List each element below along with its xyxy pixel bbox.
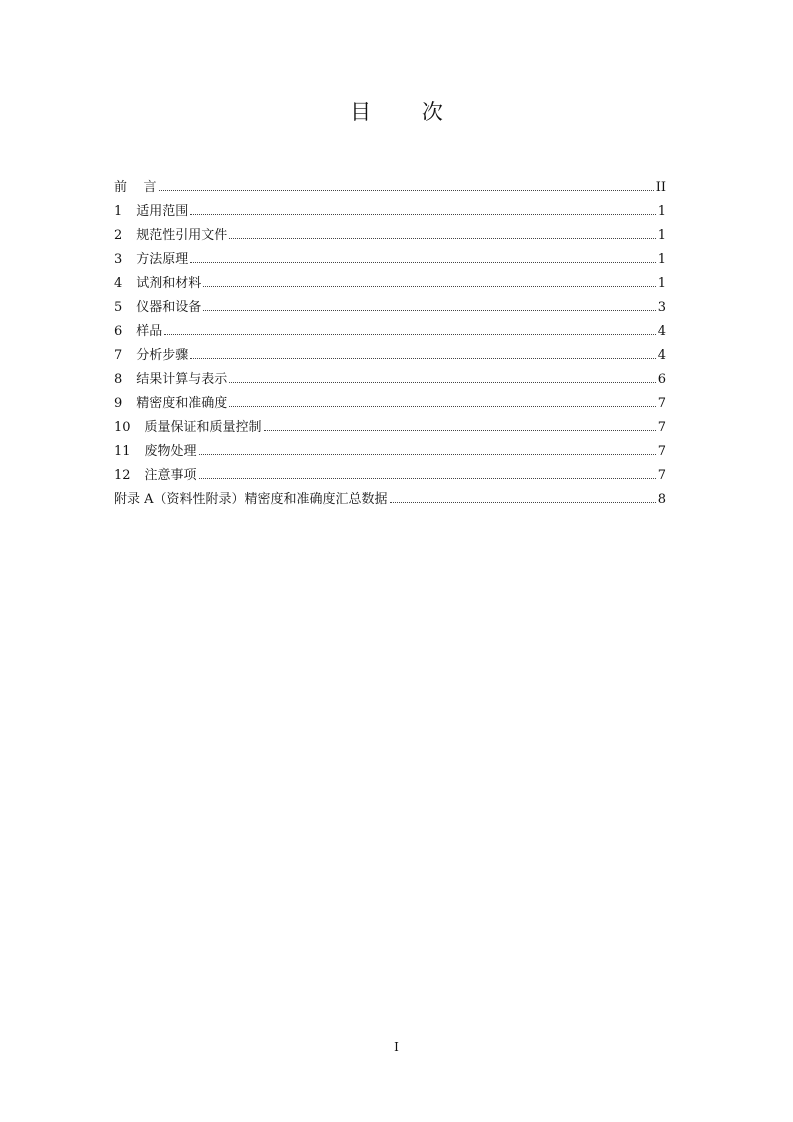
toc-entry-page: 3 <box>657 300 666 315</box>
toc-entry-page: 7 <box>657 420 666 435</box>
toc-entry-label: 试剂和材料 <box>136 276 202 291</box>
page-title: 目 次 <box>350 100 465 124</box>
toc-entry-page: 1 <box>657 204 666 219</box>
toc-entry-preface[interactable] <box>114 176 666 200</box>
toc-leader-dots <box>190 358 655 359</box>
toc-entry-12[interactable] <box>114 464 666 488</box>
toc-leader-dots <box>203 310 655 311</box>
toc-entry-label: 样品 <box>136 324 163 339</box>
toc-entry-number: 2 <box>114 228 123 243</box>
toc-leader-dots <box>203 286 655 287</box>
toc-entry-9[interactable] <box>114 392 666 416</box>
toc-entry-page: 7 <box>657 396 666 411</box>
toc-leader-dots <box>159 190 654 191</box>
toc-entry-1[interactable] <box>114 200 666 224</box>
toc-entry-label: 仪器和设备 <box>136 300 202 315</box>
toc-entry-label: 废物处理 <box>144 444 197 459</box>
table-of-contents <box>114 176 666 512</box>
toc-entry-10[interactable] <box>114 416 666 440</box>
page-number: I <box>394 1040 399 1054</box>
toc-leader-dots <box>190 214 655 215</box>
toc-entry-number: 3 <box>114 252 123 267</box>
toc-entry-label: 规范性引用文件 <box>136 228 228 243</box>
toc-leader-dots <box>190 262 655 263</box>
toc-leader-dots <box>229 238 655 239</box>
toc-leader-dots <box>390 502 656 503</box>
toc-leader-dots <box>199 454 656 455</box>
toc-entry-4[interactable] <box>114 272 666 296</box>
toc-entry-label: 分析步骤 <box>136 348 189 363</box>
toc-entry-label: 注意事项 <box>144 468 197 483</box>
toc-entry-number: 6 <box>114 324 123 339</box>
toc-entry-label: 质量保证和质量控制 <box>144 420 262 435</box>
toc-entry-label: 前 言 <box>114 180 157 195</box>
toc-entry-number: 11 <box>114 444 131 459</box>
toc-leader-dots <box>199 478 656 479</box>
toc-entry-appendix-a[interactable] <box>114 488 666 512</box>
toc-entry-label: 附录 A（资料性附录）精密度和准确度汇总数据 <box>114 492 388 507</box>
toc-entry-page: 7 <box>657 468 666 483</box>
toc-entry-label: 方法原理 <box>136 252 189 267</box>
toc-entry-number: 10 <box>114 420 131 435</box>
toc-entry-3[interactable] <box>114 248 666 272</box>
toc-entry-page: 6 <box>657 372 666 387</box>
toc-entry-number: 5 <box>114 300 123 315</box>
toc-entry-number: 7 <box>114 348 123 363</box>
toc-leader-dots <box>164 334 655 335</box>
toc-entry-page: 4 <box>657 324 666 339</box>
toc-entry-8[interactable] <box>114 368 666 392</box>
toc-entry-6[interactable] <box>114 320 666 344</box>
toc-entry-number: 1 <box>114 204 123 219</box>
toc-entry-11[interactable] <box>114 440 666 464</box>
toc-entry-page: 1 <box>657 252 666 267</box>
toc-entry-page: II <box>655 180 666 195</box>
toc-entry-page: 1 <box>657 228 666 243</box>
toc-entry-page: 8 <box>657 492 666 507</box>
toc-leader-dots <box>229 406 655 407</box>
toc-entry-number: 12 <box>114 468 131 483</box>
toc-entry-number: 8 <box>114 372 123 387</box>
toc-leader-dots <box>264 430 656 431</box>
toc-entry-2[interactable] <box>114 224 666 248</box>
toc-entry-page: 4 <box>657 348 666 363</box>
toc-entry-label: 适用范围 <box>136 204 189 219</box>
toc-leader-dots <box>229 382 655 383</box>
toc-entry-number: 4 <box>114 276 123 291</box>
toc-entry-7[interactable] <box>114 344 666 368</box>
toc-entry-5[interactable] <box>114 296 666 320</box>
toc-entry-label: 精密度和准确度 <box>136 396 228 411</box>
toc-entry-number: 9 <box>114 396 123 411</box>
toc-entry-page: 7 <box>657 444 666 459</box>
toc-entry-page: 1 <box>657 276 666 291</box>
toc-entry-label: 结果计算与表示 <box>136 372 228 387</box>
